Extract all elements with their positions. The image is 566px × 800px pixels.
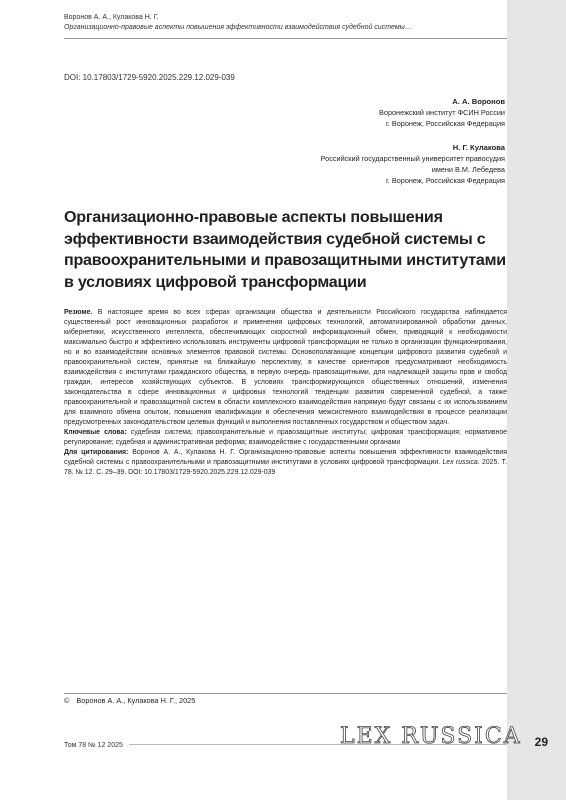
copyright-divider	[64, 693, 507, 694]
abstract-block	[64, 308, 507, 478]
copyright-text: Воронов А. А., Кулакова Н. Г., 2025	[76, 696, 196, 705]
margin-band	[507, 0, 566, 800]
citation-label: Для цитирования:	[64, 449, 129, 456]
copyright	[64, 696, 195, 705]
keywords-label: Ключевые слова:	[64, 429, 127, 436]
affiliation-line: г. Воронеж, Российская Федерация	[386, 119, 505, 128]
header-divider	[64, 38, 507, 39]
issue-info: Том 78 № 12 2025	[64, 742, 129, 749]
affiliation-line: Воронежский институт ФСИН России	[379, 108, 505, 117]
journal-logo: LEX RUSSICA	[340, 724, 522, 749]
copyright-symbol: ©	[64, 696, 70, 705]
citation-text-after: . 2025. Т. 78. № 12. С. 29–39. DOI: 10.17803/1729-5920.2025.229.12.029-039	[64, 459, 507, 476]
affiliation-line: Российский государственный университет правосудия	[320, 154, 505, 163]
abstract	[64, 308, 507, 428]
citation-text: Воронов А. А., Кулакова Н. Г. Организационно-правовые аспекты повышения эффективности взаимодействия судебной системы с правоохранительными и правозащитными институтами в условиях цифровой трансформации.	[64, 449, 507, 466]
affiliation-line: г. Воронеж, Российская Федерация	[386, 176, 505, 185]
doi: DOI: 10.17803/1729-5920.2025.229.12.029-039	[64, 73, 235, 82]
abstract-label: Резюме.	[64, 309, 93, 316]
affiliation-line: имени В.М. Лебедева	[431, 165, 505, 174]
keywords-text: судебная система; правоохранительные и правозащитные институты; цифровая трансформация; нормативное регулирование; судебная и административная реформа; взаимодействие с государственными органами	[64, 429, 507, 446]
citation-journal: Lex russica	[442, 459, 478, 466]
citation	[64, 448, 507, 478]
page-number: 29	[534, 735, 548, 749]
affiliation-2	[321, 142, 505, 186]
header-running-title: Организационно-правовые аспекты повышения эффективности взаимодействия судебной системы…	[64, 24, 412, 31]
article-title: Организационно-правовые аспекты повышения эффективности взаимодействия судебной системы с правоохранительными и правозащитными институтами в условиях цифровой трансформации	[64, 208, 506, 291]
abstract-text: В настоящее время во всех сферах организации общества и деятельности Российского государства наблюдается существенный рост инновационных разработок и применения цифровых технологий, автоматизированной обработки данных, кибернетики, искусственного интеллекта, обеспечивающих скоростной информационный обмен, приводящий к необходимости максимально быстро и эффективно использовать инструменты цифровой трансформации не только в организации функционирования, но и во взаимодействии основных элементов правовой системы. Основополагающие концепции цифрового развития судебной и правоохранительной систем, принятые на ближайшую перспективу, в качестве ориентиров предусматривают необходимость взаимодействия с институтами гражданского общества, в первую очередь правозащитными, для надлежащей защиты прав и свобод граждан, интересов хозяйствующих субъектов. В условиях трансформирующихся общественных отношений, изменения законодательства в сфере инновационных и цифровых технологий тенденции развития современной судебной, а также правоохранительной и правозащитной систем в области комплексного взаимодействия напрямую будут связаны с их использованием для взаимного обмена опытом, повышения квалификации и обеспечения межсистемного взаимодействия в процессе реализации предусмотренных законодательством целевых функций и выполнения поставленных государством и обществом задач.	[64, 309, 507, 426]
header-authors: Воронов А. А., Кулакова Н. Г.	[64, 14, 159, 21]
keywords	[64, 428, 507, 448]
affiliation-1	[379, 96, 505, 129]
running-header	[64, 13, 484, 33]
author-name: Н. Г. Кулакова	[452, 143, 505, 152]
author-name: А. А. Воронов	[452, 97, 505, 106]
